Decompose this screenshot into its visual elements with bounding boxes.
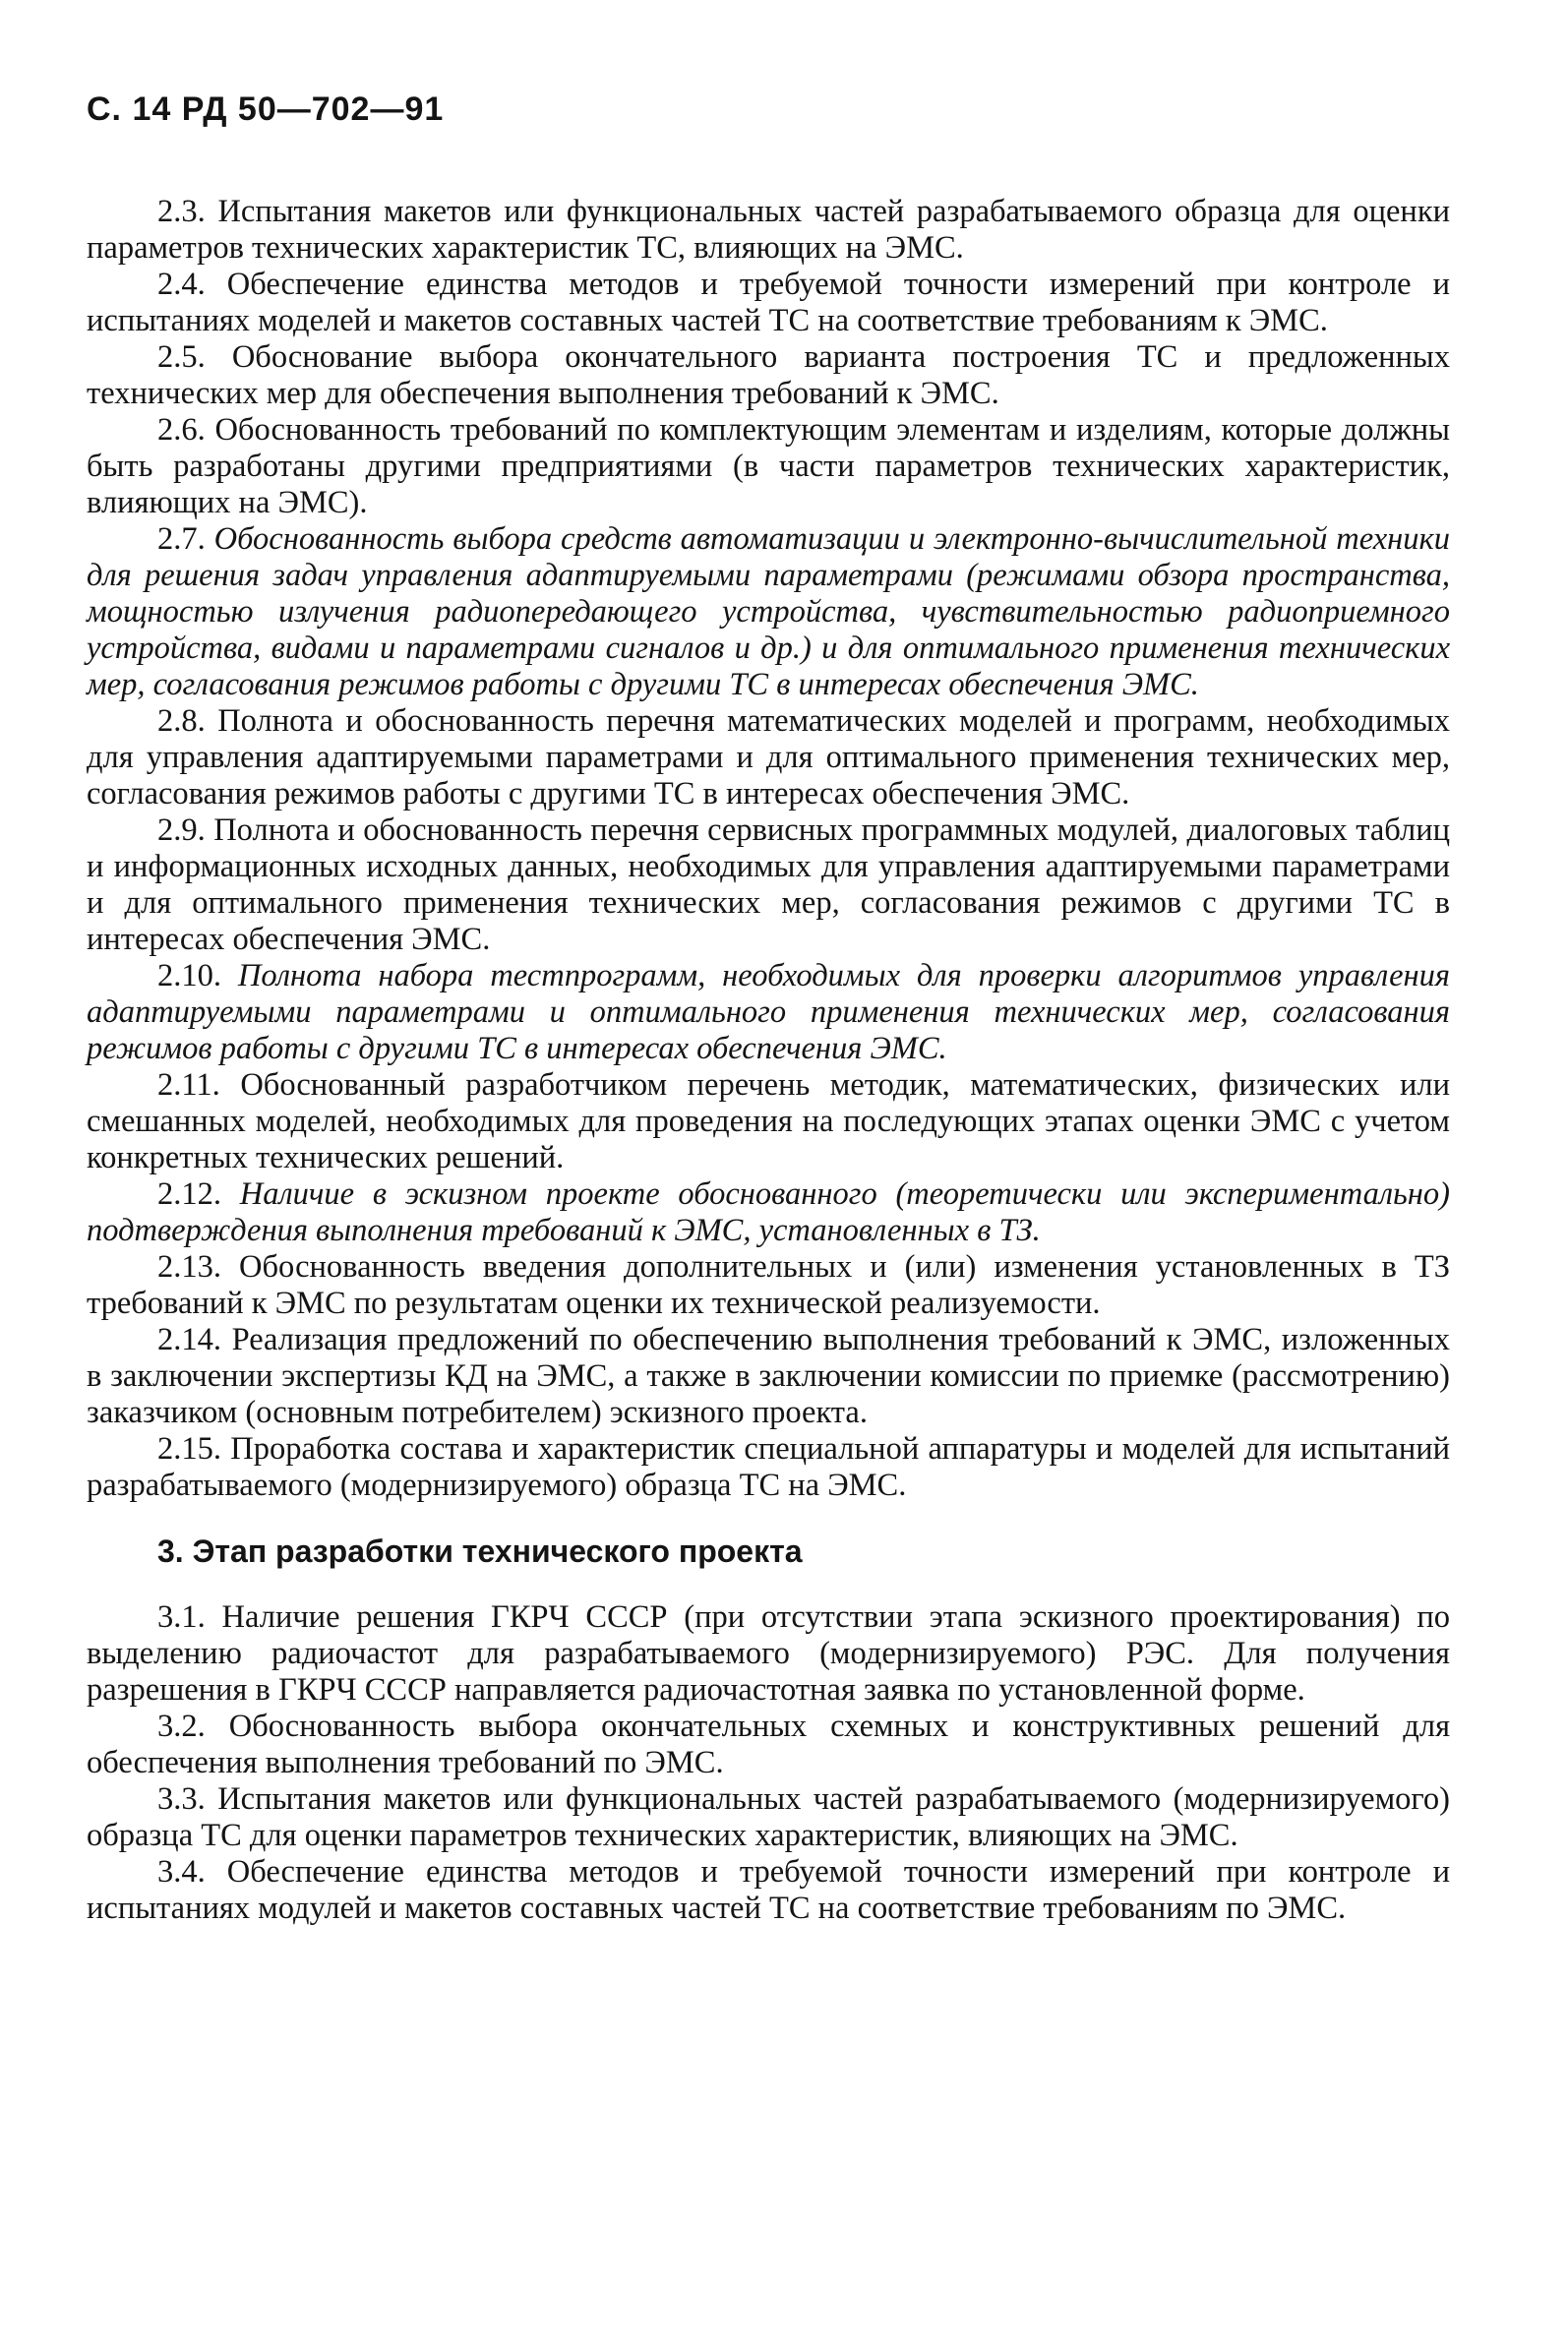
paragraph-2-15 (87, 1431, 1450, 1504)
paragraph-2-13 (87, 1249, 1450, 1322)
paragraph-text: Обоснование выбора окончательного варианта построения ТС и предложенных технических мер для обеспечения выполнения требований к ЭМС. (87, 339, 1451, 411)
paragraph-number: 3.2. (157, 1709, 206, 1744)
paragraph-text: Испытания макетов или функциональных частей разрабатываемого образца для оценки параметров технических характеристик ТС, влияющих на ЭМС. (87, 194, 1451, 266)
paragraph-text: Обоснованность выбора окончательных схемных и конструктивных решений для обеспечения выполнения требований по ЭМС. (87, 1709, 1451, 1780)
paragraph-2-3 (87, 194, 1450, 267)
section-3-title: 3. Этап разработки технического проекта (157, 1533, 803, 1569)
paragraph-text: Обоснованность выбора средств автоматизации и электронно-вычислительной техники для решения задач управления адаптируемыми параметрами (режимами обзора пространства, мощностью излучения радиопередающего устройства, чувствительностью радиоприемного устройства, видами и параметрами сигналов и др.) и для оптимального применения технических мер, согласования режимов работы с другими ТС в интересах обеспечения ЭМС. (87, 521, 1450, 702)
paragraph-number: 2.5. (157, 339, 206, 375)
paragraph-number: 2.10. (157, 958, 221, 993)
paragraph-text: Полнота и обоснованность перечня математических моделей и программ, необходимых для управления адаптируемыми параметрами и для оптимального применения технических мер, согласования режимов работы с другими ТС в интересах обеспечения ЭМС. (87, 703, 1451, 811)
paragraph-number: 2.14. (157, 1322, 221, 1357)
paragraph-2-4 (87, 267, 1450, 339)
paragraph-2-11 (87, 1067, 1450, 1176)
paragraph-number: 3.1. (157, 1599, 206, 1635)
paragraph-number: 2.3. (157, 194, 206, 229)
paragraph-text: Реализация предложений по обеспечению выполнения требований к ЭМС, изложенных в заключении экспертизы КД на ЭМС, а также в заключении комиссии по приемке (рассмотрению) заказчиком (основным потребителем) эскизного проекта. (87, 1322, 1450, 1430)
paragraph-text: Наличие в эскизном проекте обоснованного (теоретически или экспериментально) подтверждения выполнения требований к ЭМС, установленных в ТЗ. (87, 1176, 1450, 1248)
document-body (87, 194, 1450, 1927)
paragraph-number: 2.15. (157, 1431, 221, 1467)
paragraph-text: Обоснованность требований по комплектующим элементам и изделиям, которые должны быть разработаны другими предприятиями (в части параметров технических характеристик, влияющих на ЭМС). (87, 412, 1451, 520)
paragraph-text: Полнота набора тестпрограмм, необходимых для проверки алгоритмов управления адаптируемыми параметрами и оптимального применения технических мер, согласования режимов работы с другими ТС в интересах обеспечения ЭМС. (87, 958, 1450, 1066)
paragraph-text: Обоснованность введения дополнительных и (или) изменения установленных в ТЗ требований к ЭМС по результатам оценки их технической реализуемости. (87, 1249, 1450, 1321)
paragraph-3-1 (87, 1599, 1450, 1709)
paragraph-number: 3.3. (157, 1781, 206, 1817)
paragraph-number: 2.6. (157, 412, 206, 448)
paragraph-text: Испытания макетов или функциональных частей разрабатываемого (модернизируемого) образца ТС для оценки параметров технических характеристик, влияющих на ЭМС. (87, 1781, 1451, 1853)
paragraph-text: Обеспечение единства методов и требуемой точности измерений при контроле и испытаниях моделей и макетов составных частей ТС на соответствие требованиям к ЭМС. (87, 267, 1450, 338)
paragraph-number: 2.4. (157, 267, 206, 302)
paragraph-3-3 (87, 1781, 1450, 1854)
paragraph-text: Обоснованный разработчиком перечень методик, математических, физических или смешанных моделей, необходимых для проведения на последующих этапах оценки ЭМС с учетом конкретных технических решений. (87, 1067, 1451, 1175)
paragraph-2-8 (87, 703, 1450, 812)
paragraph-text: Наличие решения ГКРЧ СССР (при отсутствии этапа эскизного проектирования) по выделению радиочастот для разрабатываемого (модернизируемого) РЭС. Для получения разрешения в ГКРЧ СССР направляется радиочастотная заявка по установленной форме. (87, 1599, 1450, 1708)
paragraph-2-7 (87, 521, 1450, 703)
paragraph-2-14 (87, 1322, 1450, 1431)
paragraph-2-9 (87, 812, 1450, 958)
paragraph-number: 3.4. (157, 1854, 206, 1890)
paragraph-text: Обеспечение единства методов и требуемой точности измерений при контроле и испытаниях модулей и макетов составных частей ТС на соответствие требованиям по ЭМС. (87, 1854, 1450, 1926)
paragraph-number: 2.9. (157, 812, 206, 848)
paragraph-3-2 (87, 1709, 1450, 1781)
paragraph-number: 2.8. (157, 703, 206, 739)
paragraph-3-4 (87, 1854, 1450, 1927)
paragraph-text: Полнота и обоснованность перечня сервисных программных модулей, диалоговых таблиц и информационных исходных данных, необходимых для управления адаптируемыми параметрами и для оптимального применения технических мер, согласования режимов с другими ТС в интересах обеспечения ЭМС. (87, 812, 1450, 957)
paragraph-text: Проработка состава и характеристик специальной аппаратуры и моделей для испытаний разрабатываемого (модернизируемого) образца ТС на ЭМС. (87, 1431, 1451, 1503)
paragraph-number: 2.13. (157, 1249, 221, 1285)
paragraph-2-6 (87, 412, 1450, 521)
paragraph-2-10 (87, 958, 1450, 1067)
paragraph-number: 2.12. (157, 1176, 221, 1212)
paragraph-2-5 (87, 339, 1450, 412)
paragraph-number: 2.7. (157, 521, 206, 557)
paragraph-2-12 (87, 1176, 1450, 1249)
paragraph-number: 2.11. (157, 1067, 220, 1103)
page-header: С. 14 РД 50—702—91 (87, 90, 445, 128)
